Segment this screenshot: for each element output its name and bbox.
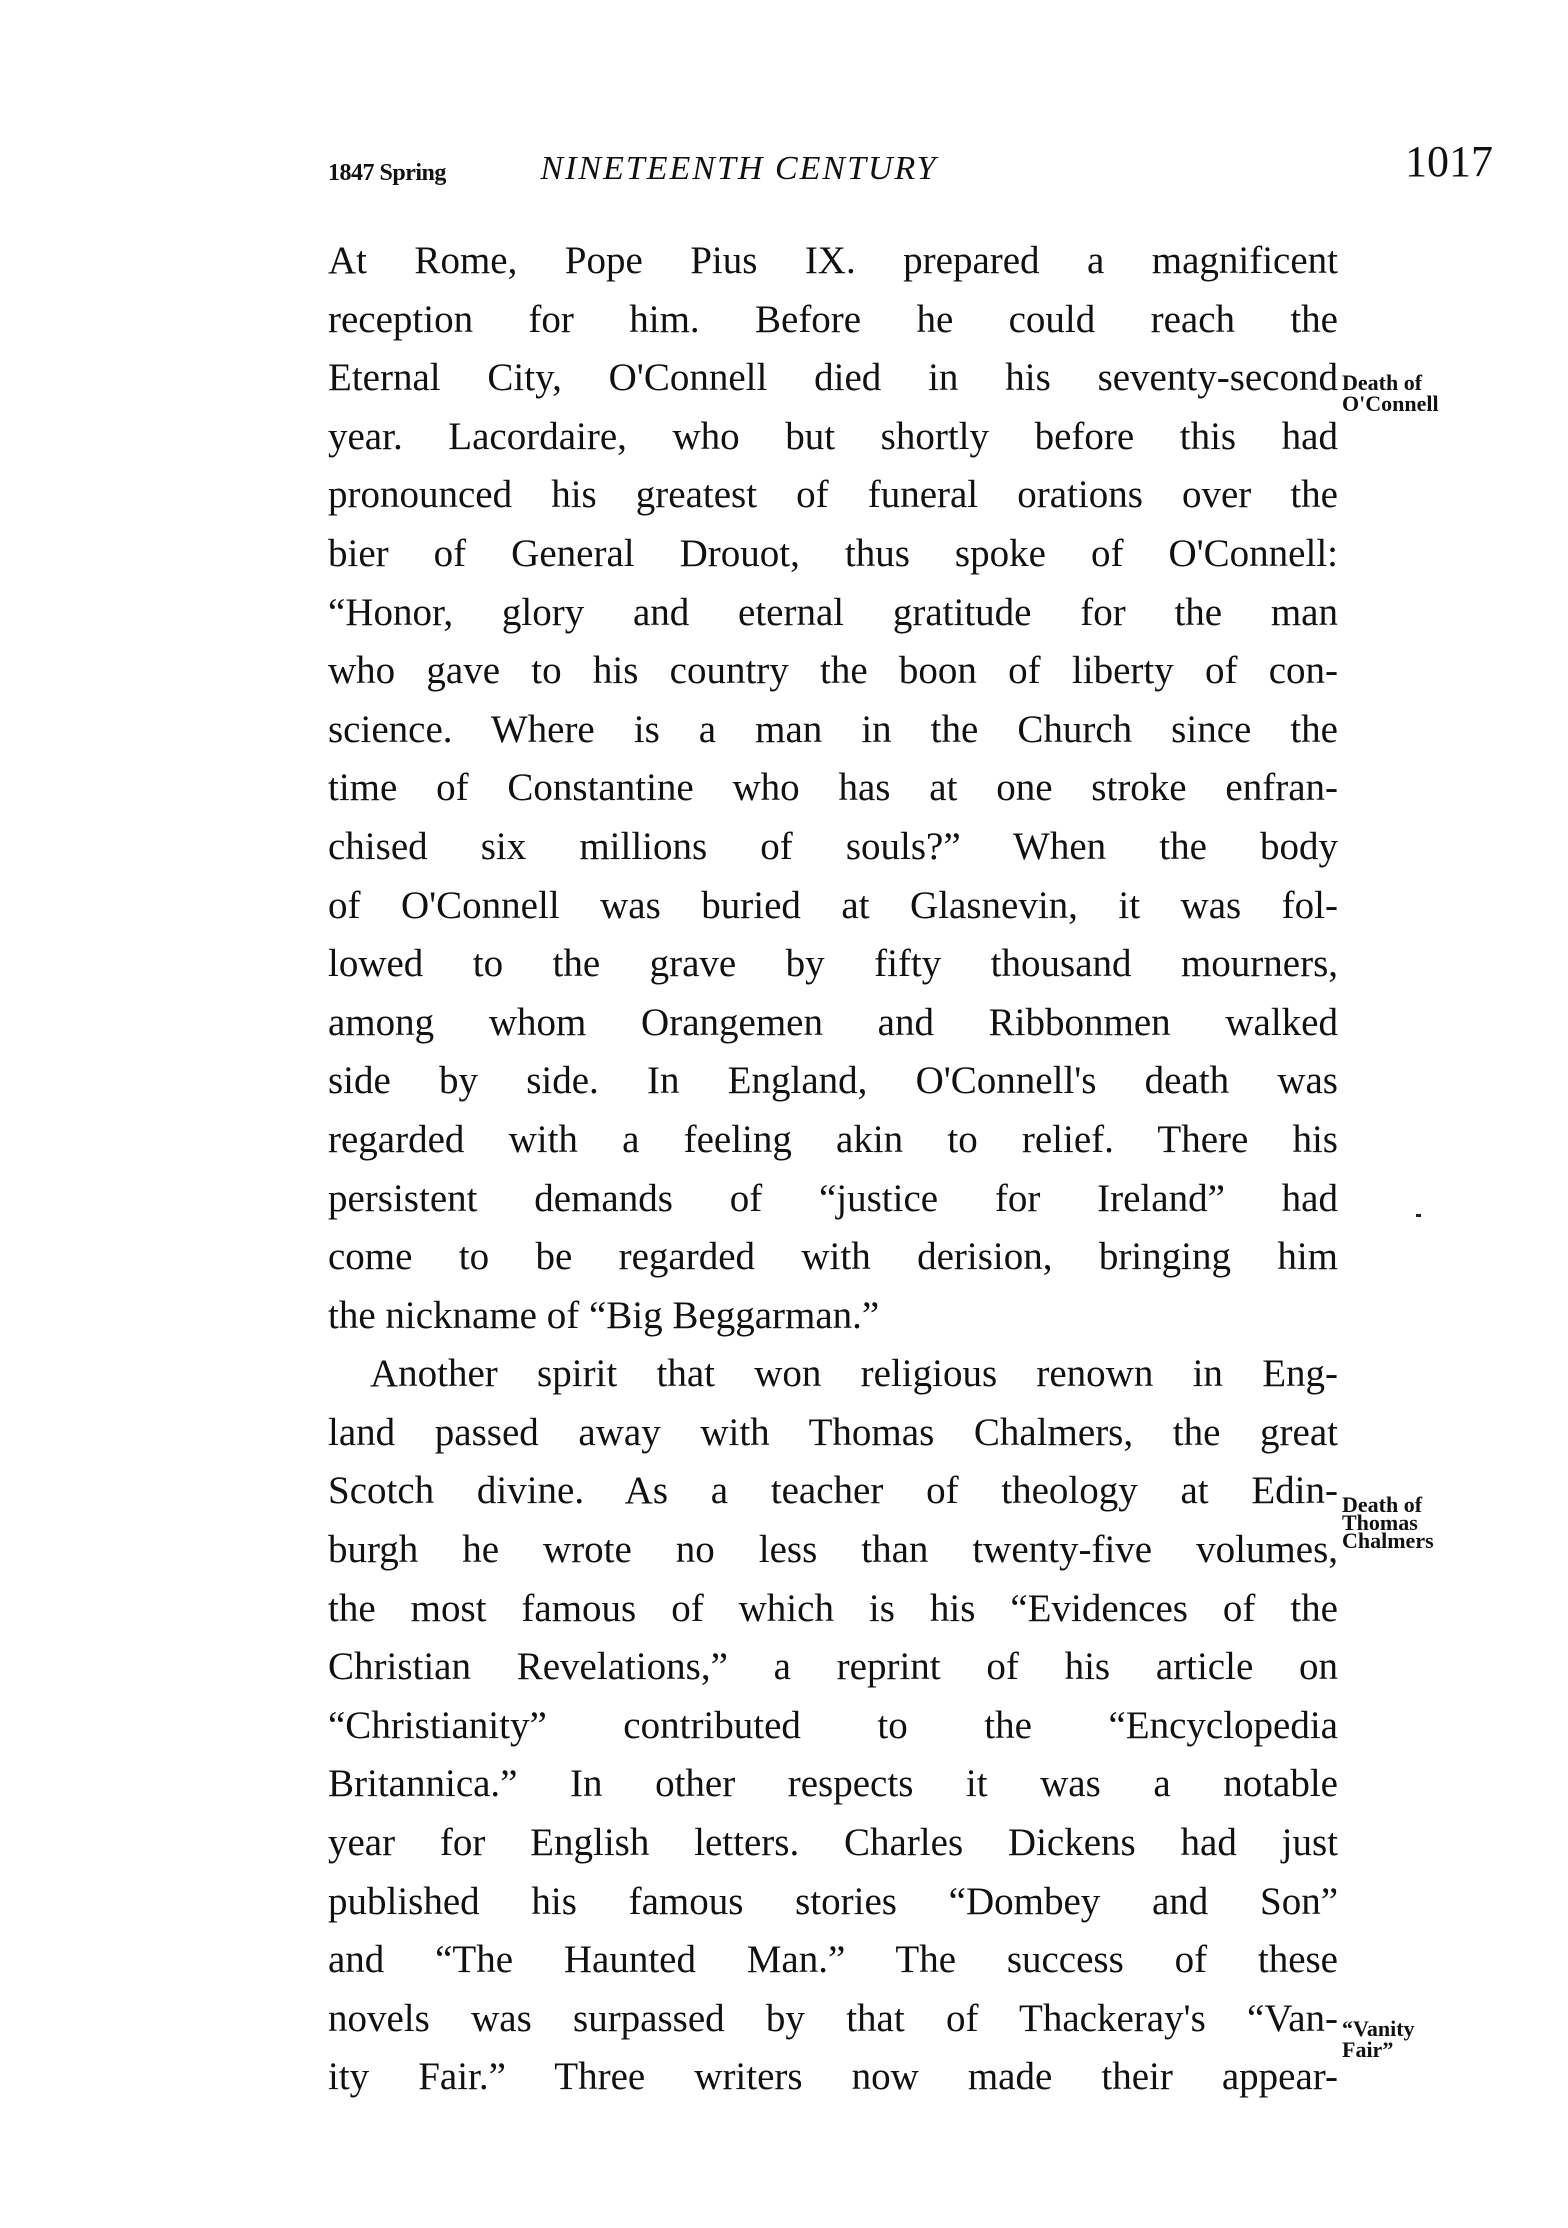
- running-head-title: NINETEENTH CENTURY: [540, 150, 938, 187]
- text-line: published his famous stories “Dombey and Son”: [328, 1879, 1338, 1923]
- margin-note-line: Death of: [1342, 370, 1423, 395]
- text-line: bier of General Drouot, thus spoke of O'Connell:: [328, 531, 1338, 575]
- text-line: burgh he wrote no less than twenty-five volumes,: [328, 1528, 1338, 1572]
- stray-ink-mark: [1416, 1214, 1421, 1217]
- margin-note-line: Fair”: [1342, 2037, 1394, 2062]
- text-line: persistent demands of “justice for Ireland” had: [328, 1176, 1338, 1220]
- margin-note-line: Death of: [1342, 1492, 1423, 1517]
- text-line: Christian Revelations,” a reprint of his article on: [328, 1645, 1338, 1689]
- text-line: Eternal City, O'Connell died in his seventy-second: [328, 356, 1338, 400]
- margin-note-vanity-fair: [1342, 2018, 1415, 2060]
- text-line: chised six millions of souls?” When the body: [328, 824, 1338, 868]
- text-line: Another spirit that won religious renown in Eng-: [370, 1352, 1338, 1396]
- text-line: pronounced his greatest of funeral orations over the: [328, 473, 1338, 517]
- text-line: side by side. In England, O'Connell's death was: [328, 1059, 1338, 1103]
- running-head-date: 1847 Spring: [328, 160, 446, 186]
- text-line: time of Constantine who has at one stroke enfran-: [328, 766, 1338, 810]
- text-line: lowed to the grave by fifty thousand mourners,: [328, 942, 1338, 986]
- text-line: of O'Connell was buried at Glasnevin, it was fol-: [328, 883, 1338, 927]
- text-line: year for English letters. Charles Dickens had just: [328, 1821, 1338, 1865]
- text-line: the nickname of “Big Beggarman.”: [328, 1293, 880, 1337]
- text-line: “Honor, glory and eternal gratitude for the man: [328, 590, 1338, 634]
- text-line: “Christianity” contributed to the “Encyclopedia: [328, 1703, 1338, 1747]
- body-text: [328, 232, 1338, 2107]
- text-line: novels was surpassed by that of Thackeray's “Van-: [328, 1996, 1338, 2040]
- text-line: regarded with a feeling akin to relief. There his: [328, 1117, 1338, 1161]
- text-line: reception for him. Before he could reach the: [328, 297, 1338, 341]
- margin-note-death-oconnell: [1342, 372, 1439, 414]
- text-line: At Rome, Pope Pius IX. prepared a magnificent: [328, 239, 1338, 282]
- text-line: the most famous of which is his “Evidences of the: [328, 1586, 1338, 1630]
- text-line: who gave to his country the boon of liberty of con-: [328, 649, 1338, 693]
- margin-note-death-chalmers: [1342, 1494, 1434, 1551]
- text-line: and “The Haunted Man.” The success of these: [328, 1938, 1338, 1982]
- page-number: 1017: [1405, 137, 1493, 186]
- margin-note-line: “Vanity: [1342, 2016, 1415, 2041]
- text-line: Britannica.” In other respects it was a notable: [328, 1762, 1338, 1806]
- text-line: land passed away with Thomas Chalmers, the great: [328, 1410, 1338, 1454]
- text-line: science. Where is a man in the Church since the: [328, 707, 1338, 751]
- text-line: year. Lacordaire, who but shortly before this had: [328, 414, 1338, 458]
- text-line: Scotch divine. As a teacher of theology at Edin-: [328, 1469, 1338, 1513]
- margin-note-line: Chalmers: [1342, 1528, 1434, 1553]
- text-line: come to be regarded with derision, bringing him: [328, 1235, 1338, 1279]
- text-line: ity Fair.” Three writers now made their appear-: [328, 2055, 1338, 2099]
- margin-note-line: O'Connell: [1342, 391, 1439, 416]
- text-line: among whom Orangemen and Ribbonmen walked: [328, 1000, 1338, 1044]
- margin-note-line: Thomas: [1342, 1510, 1418, 1535]
